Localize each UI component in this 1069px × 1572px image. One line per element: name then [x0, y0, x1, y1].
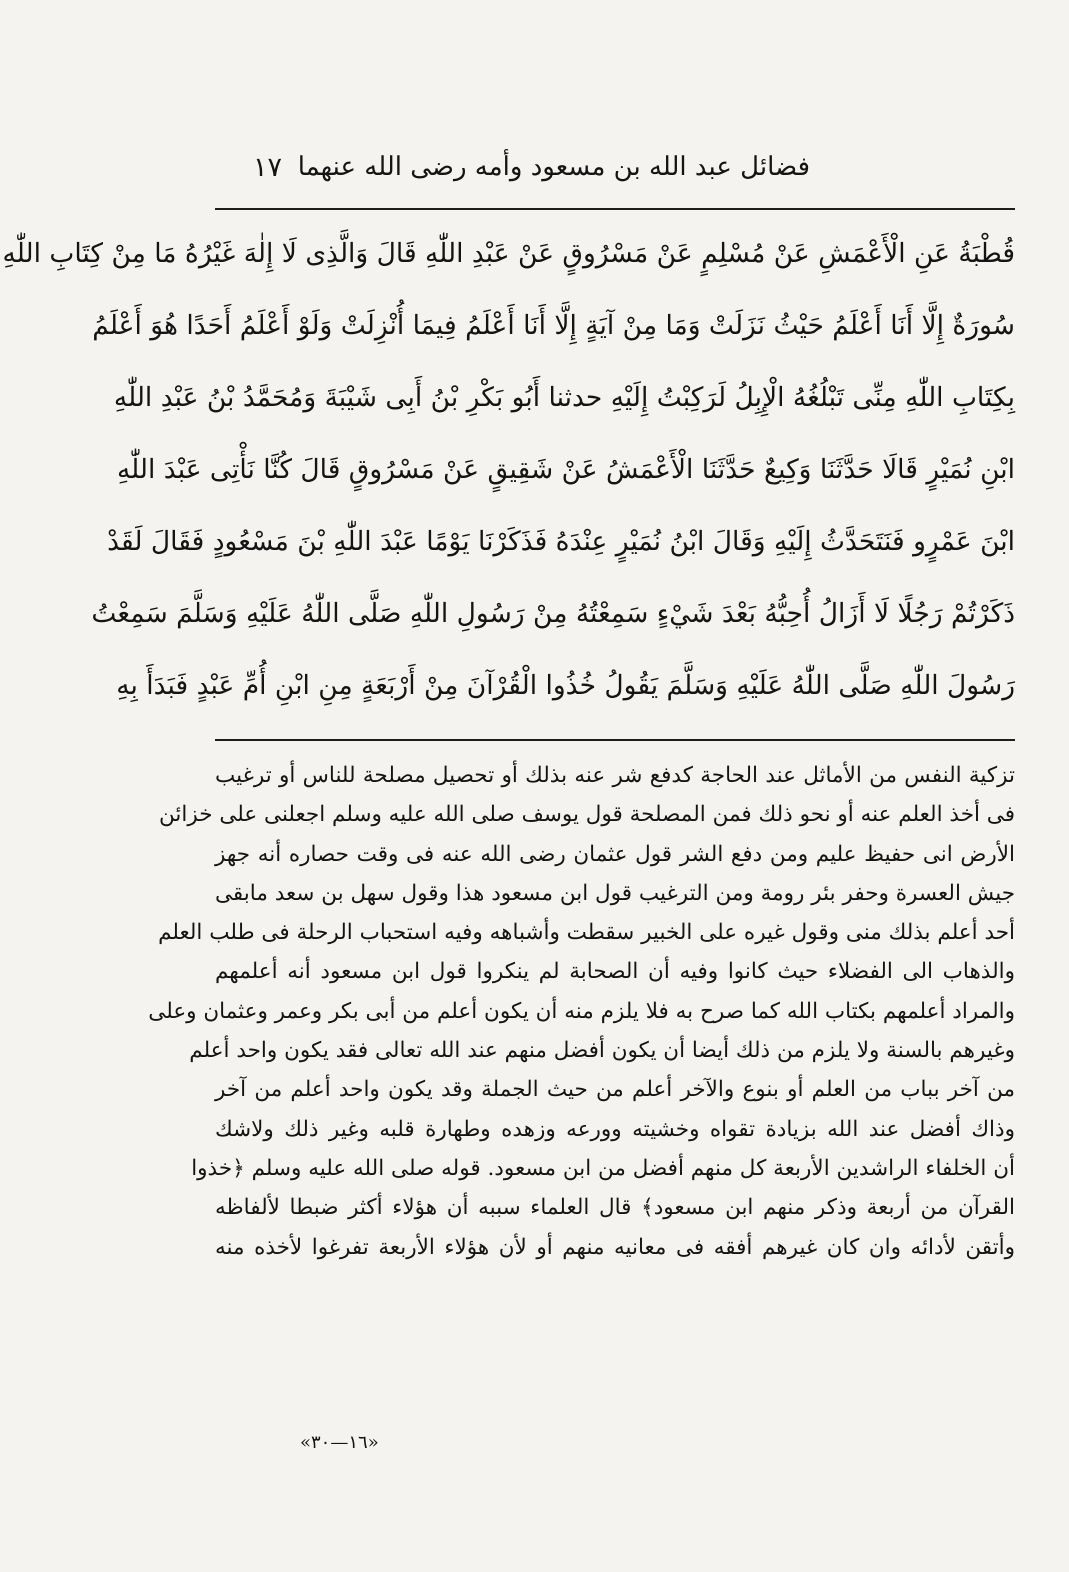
page-number: ١٧ [253, 152, 283, 183]
commentary-line: وذاك أفضل عند الله بزيادة تقواه وخشيته وورعه وزهده وطهارة قلبه وغير ذلك ولاشك [215, 1116, 1015, 1142]
commentary-line: أن الخلفاء الراشدين الأربعة كل منهم أفضل من ابن مسعود. قوله صلى الله عليه وسلم ﴿خذوا [191, 1155, 1015, 1181]
commentary-line: والمراد أعلمهم بكتاب الله كما صرح به فلا يلزم منه أن يكون أعلم من أبى بكر وعمر وعثمان وعلى [148, 998, 1015, 1024]
commentary-line: أحد أعلم بذلك منى وقول غيره على الخبير سقطت وأشباهه وفيه استحباب الرحلة فى طلب العلم [158, 920, 1015, 946]
commentary-line: تزكية النفس من الأماثل عند الحاجة كدفع شر عنه بذلك أو تحصيل مصلحة للناس أو ترغيب [215, 763, 1015, 788]
section-divider [215, 739, 1015, 741]
hadith-line: قُطْبَةُ عَنِ الْأَعْمَشِ عَنْ مُسْلِمٍ عَنْ مَسْرُوقٍ عَنْ عَبْدِ اللّٰهِ قَالَ وَالَّذِى لَا إِلٰهَ غَيْرُهُ مَا مِنْ كِتَابِ اللّٰهِ [2, 238, 1015, 269]
hadith-text [2, 218, 1015, 722]
commentary-line: من آخر بباب من العلم أو بنوع والآخر أعلم من حيث الجملة وقد يكون واحد أعلم من آخر [215, 1077, 1015, 1103]
commentary-line: وأتقن لأدائه وان كان غيرهم أفقه فى معانيه منهم أو لأن هؤلاء الأربعة تفرغوا لأخذه منه [215, 1234, 1015, 1260]
hadith-line: ذَكَرْتُمْ رَجُلًا لَا أَزَالُ أُحِبُّهُ بَعْدَ شَيْءٍ سَمِعْتُهُ مِنْ رَسُولِ اللّٰهِ صَلَّى اللّٰهُ عَلَيْهِ وَسَلَّمَ سَمِعْتُ [91, 598, 1015, 629]
header-rule [215, 208, 1015, 210]
hadith-line: ابْنِ نُمَيْرٍ قَالَا حَدَّثَنَا وَكِيعٌ حَدَّثَنَا الْأَعْمَشُ عَنْ شَقِيقٍ عَنْ مَسْرُوقٍ قَالَ كُنَّا نَأْتِى عَبْدَ اللّٰهِ [116, 454, 1015, 485]
commentary-line: فى أخذ العلم عنه أو نحو ذلك فمن المصلحة قول يوسف صلى الله عليه وسلم اجعلنى على خزائن [159, 802, 1015, 828]
commentary-line: وغيرهم بالسنة ولا يلزم من ذلك أيضا أن يكون أفضل منهم عند الله تعالى فقد يكون واحد أعلم [189, 1038, 1015, 1064]
hadith-line: ابْنَ عَمْرٍو فَنَتَحَدَّثُ إِلَيْهِ وَقَالَ ابْنُ نُمَيْرٍ عِنْدَهُ فَذَكَرْنَا يَوْمًا عَبْدَ اللّٰهِ بْنَ مَسْعُودٍ فَقَالَ لَقَدْ [107, 526, 1015, 557]
page-header [215, 148, 1015, 194]
running-title: فضائل عبد الله بن مسعود وأمه رضى الله عنهما [297, 152, 810, 182]
hadith-line: سُورَةٌ إِلَّا أَنَا أَعْلَمُ حَيْثُ نَزَلَتْ وَمَا مِنْ آيَةٍ إِلَّا أَنَا أَعْلَمُ فِيمَا أُنْزِلَتْ وَلَوْ أَعْلَمُ أَحَدًا هُوَ أَعْلَمُ [92, 310, 1015, 341]
commentary-line: القرآن من أربعة وذكر منهم ابن مسعود﴾ قال العلماء سببه أن هؤلاء أكثر ضبطا لألفاظه [215, 1195, 1015, 1221]
hadith-line: رَسُولَ اللّٰهِ صَلَّى اللّٰهُ عَلَيْهِ وَسَلَّمَ يَقُولُ خُذُوا الْقُرْآنَ مِنْ أَرْبَعَةٍ مِنِ ابْنِ أُمِّ عَبْدٍ فَبَدَأَ بِهِ [116, 670, 1015, 701]
commentary-line: الأرض انى حفيظ عليم ومن دفع الشر قول عثمان رضى الله عنه فى وقت حصاره أنه جهز [215, 841, 1015, 867]
printer-signature-mark: «١٦—٣٠» [300, 1432, 379, 1453]
hadith-line: بِكِتَابِ اللّٰهِ مِنِّى تَبْلُغُهُ الْإِبِلُ لَرَكِبْتُ إِلَيْهِ حدثنا أَبُو بَكْرِ بْنُ أَبِى شَيْبَةَ وَمُحَمَّدُ بْنُ عَبْدِ اللّٰهِ [113, 382, 1015, 413]
commentary-line: والذهاب الى الفضلاء حيث كانوا وفيه أن الصحابة لم ينكروا قول ابن مسعود أنه أعلمهم [215, 959, 1015, 985]
commentary-line: جيش العسرة وحفر بئر رومة ومن الترغيب قول ابن مسعود هذا وقول سهل بن سعد مابقى [215, 880, 1015, 906]
commentary-text [148, 756, 1015, 1267]
